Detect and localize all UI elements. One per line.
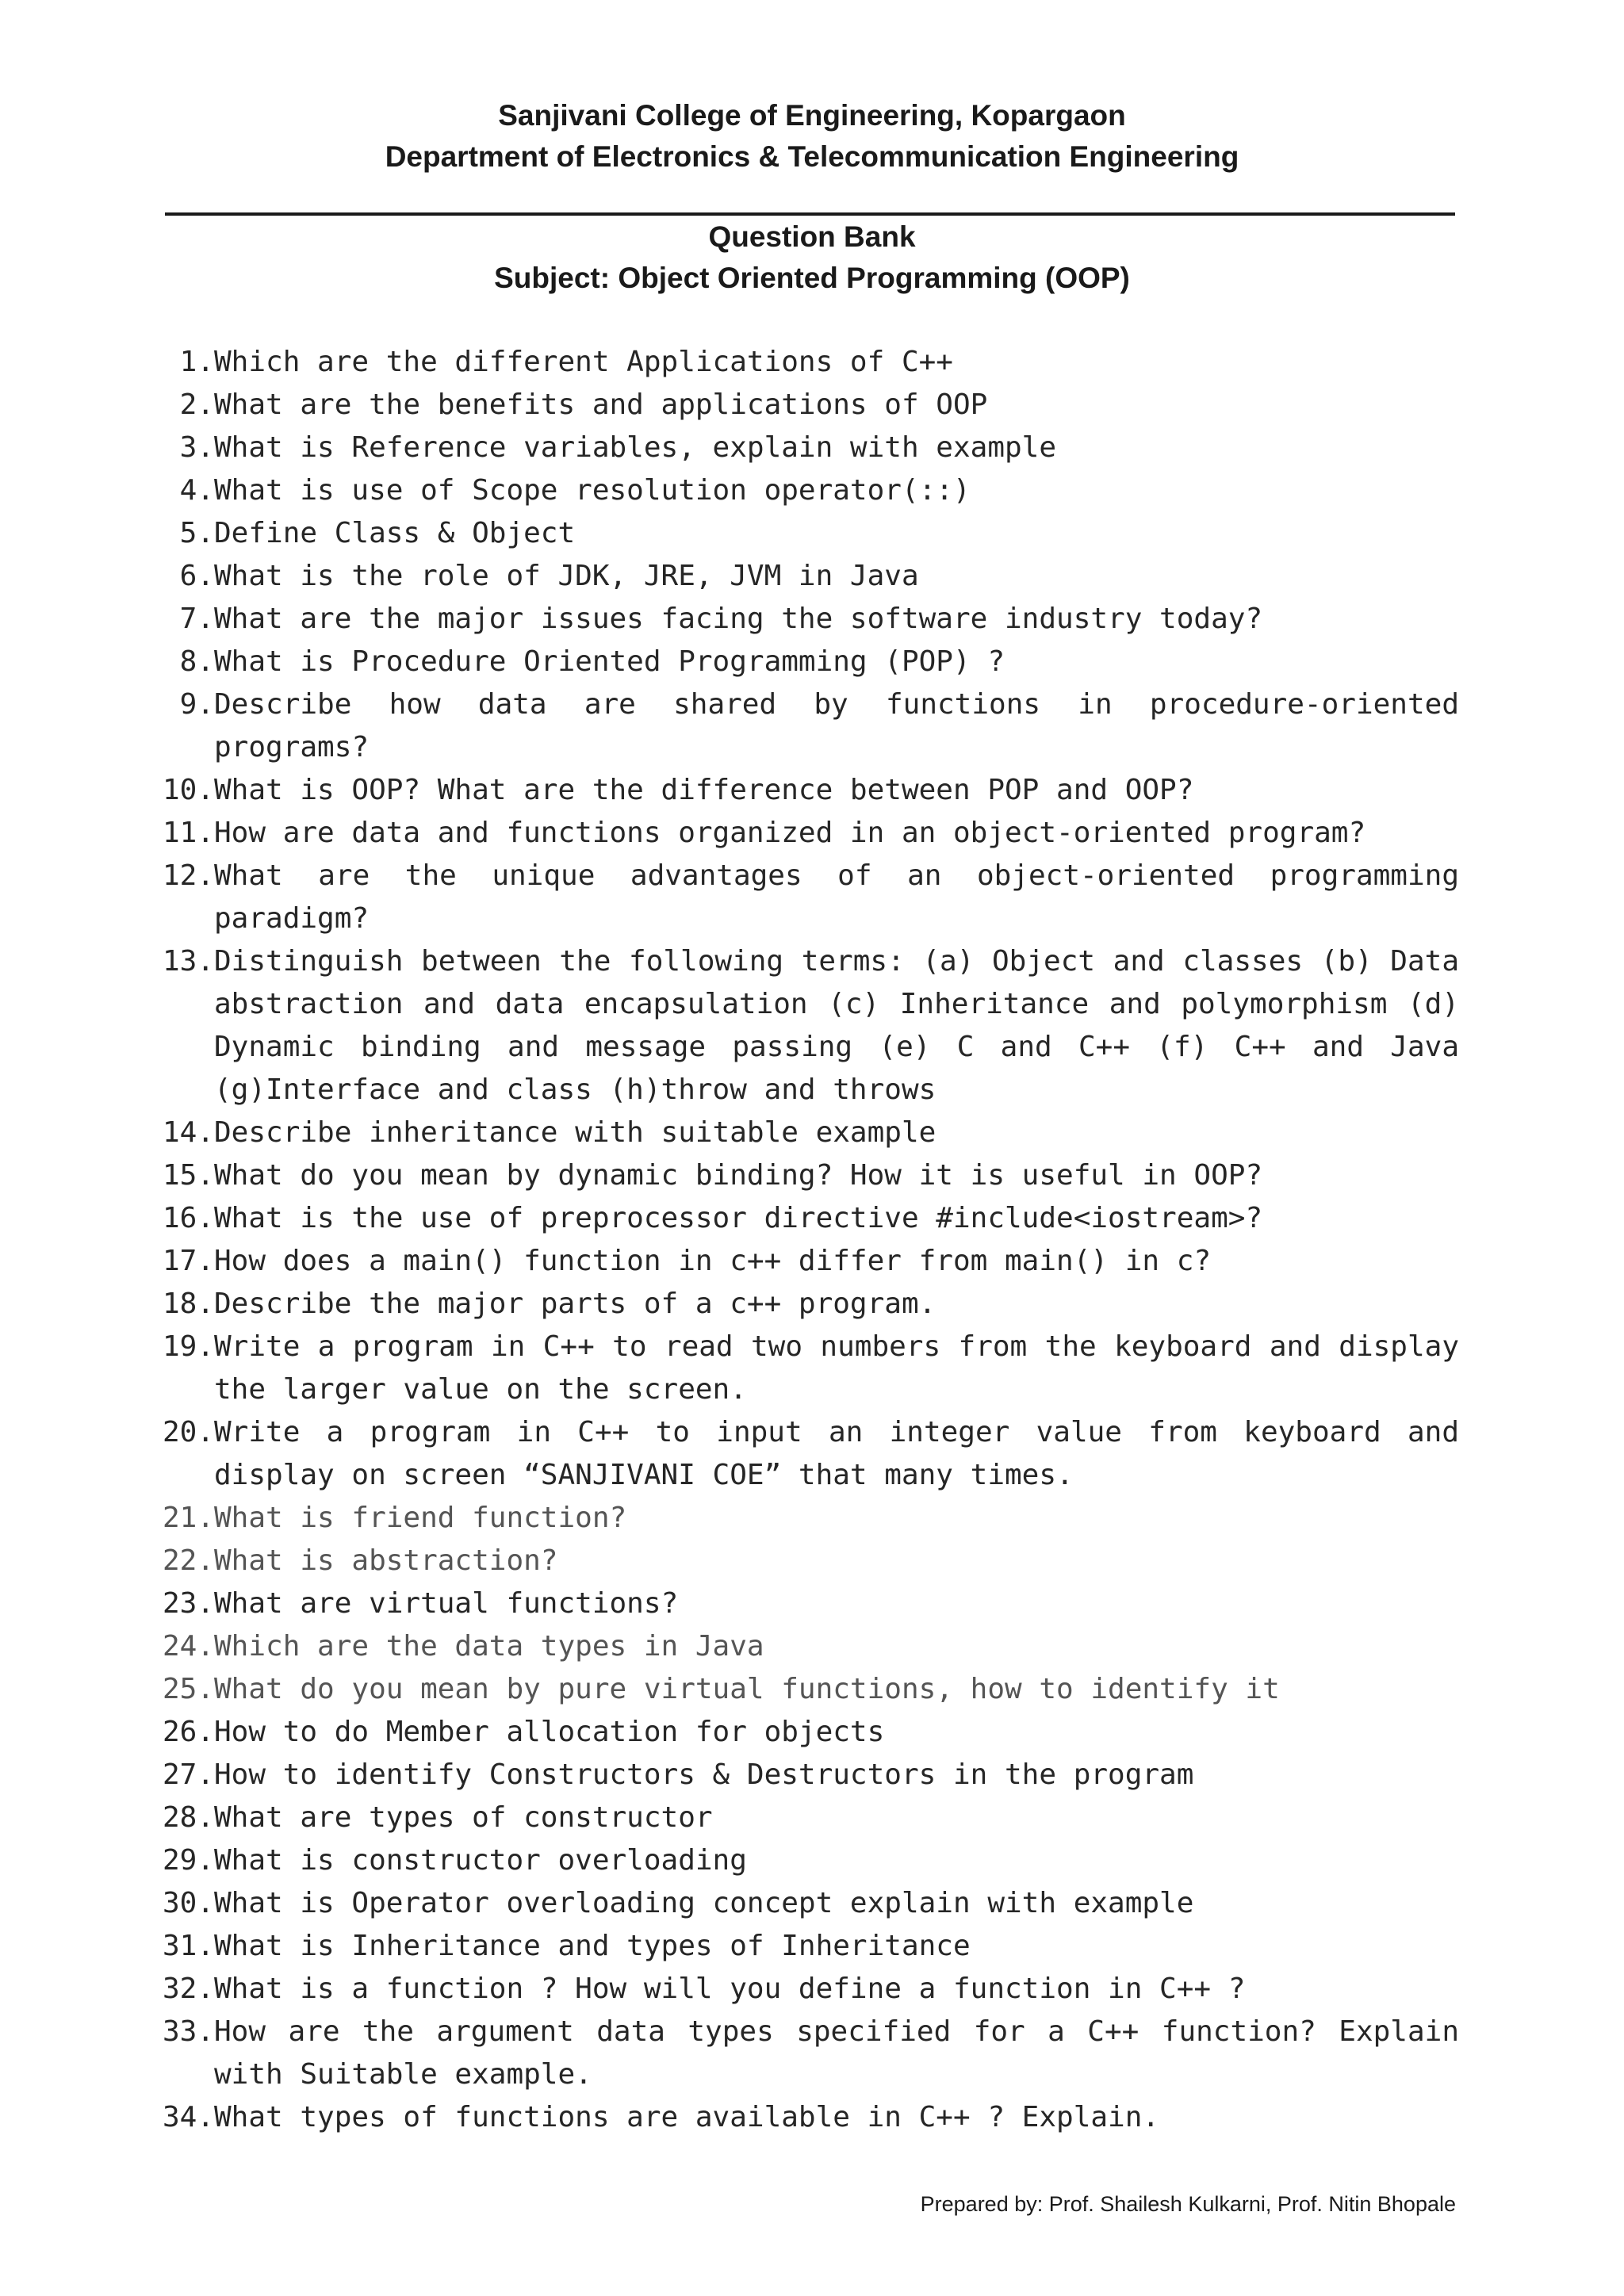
question-number: 6. <box>179 560 214 592</box>
question-list <box>151 341 1459 2139</box>
question-text: What is the role of JDK, JRE, JVM in Java <box>214 560 919 592</box>
header-divider <box>165 212 1455 216</box>
question-text: What types of functions are available in C++ ? Explain. <box>214 2101 1160 2133</box>
question-text: Describe the major parts of a c++ program. <box>214 1288 936 1320</box>
department-name: Department of Electronics & Telecommunication Engineering <box>385 140 1239 173</box>
question-text: What is OOP? What are the difference between POP and OOP? <box>214 774 1194 806</box>
question-text: Distinguish between the following terms: (a) Object and classes (b) Data abstraction and data encapsulation (c) Inheritance and polymorphism (d) Dynamic binding and message passing (e) C and C++ (f) C++ and Java (g)Interface and class (h)throw and throws <box>214 945 1459 1106</box>
question-text: Write a program in C++ to input an integer value from keyboard and display on screen “SANJIVANI COE” that many times. <box>214 1416 1459 1491</box>
question-number: 31. <box>162 1930 214 1962</box>
question-number: 22. <box>162 1544 214 1577</box>
prepared-by: Prepared by: Prof. Shailesh Kulkarni, Prof. Nitin Bhopale <box>920 2192 1456 2216</box>
question-number: 32. <box>162 1973 214 2005</box>
question-item <box>151 598 1459 641</box>
question-item <box>151 641 1459 683</box>
question-number: 11. <box>162 817 214 849</box>
question-item <box>151 1411 1459 1497</box>
question-item <box>151 769 1459 812</box>
question-item <box>151 427 1459 469</box>
question-item <box>151 940 1459 1112</box>
question-item <box>151 1497 1459 1540</box>
college-name: Sanjivani College of Engineering, Kopargaon <box>498 99 1126 132</box>
question-item <box>151 1326 1459 1411</box>
question-item <box>151 555 1459 598</box>
question-number: 13. <box>162 945 214 978</box>
question-item <box>151 1797 1459 1839</box>
question-number: 15. <box>162 1159 214 1192</box>
question-text: Describe how data are shared by functions in procedure-oriented programs? <box>214 688 1459 763</box>
question-item <box>151 1540 1459 1582</box>
question-item <box>151 341 1459 384</box>
question-text: Which are the data types in Java <box>214 1630 764 1663</box>
question-text: What is a function ? How will you define a function in C++ ? <box>214 1973 1246 2005</box>
question-text: How does a main() function in c++ differ from main() in c? <box>214 1245 1212 1277</box>
question-text: What are virtual functions? <box>214 1587 679 1620</box>
question-text: What are types of constructor <box>214 1801 713 1834</box>
question-item <box>151 1240 1459 1283</box>
question-number: 28. <box>162 1801 214 1834</box>
question-item <box>151 2096 1459 2139</box>
question-number: 12. <box>162 859 214 892</box>
question-number: 19. <box>162 1330 214 1363</box>
question-number: 24. <box>162 1630 214 1663</box>
question-number: 1. <box>179 346 214 378</box>
question-text: What is the use of preprocessor directive #include<iostream>? <box>214 1202 1263 1234</box>
question-text: What is constructor overloading <box>214 1844 747 1877</box>
question-text: What is Operator overloading concept explain with example <box>214 1887 1194 1919</box>
question-text: What are the major issues facing the software industry today? <box>214 603 1263 635</box>
question-number: 9. <box>179 688 214 721</box>
question-item <box>151 1625 1459 1668</box>
question-number: 4. <box>179 474 214 507</box>
question-text: What are the unique advantages of an object-oriented programming paradigm? <box>214 859 1459 935</box>
question-item <box>151 1711 1459 1754</box>
question-number: 23. <box>162 1587 214 1620</box>
question-item <box>151 1882 1459 1925</box>
question-item <box>151 683 1459 769</box>
question-item <box>151 1112 1459 1154</box>
question-text: How are data and functions organized in an object-oriented program? <box>214 817 1366 849</box>
question-number: 16. <box>162 1202 214 1234</box>
question-text: Define Class & Object <box>214 517 576 549</box>
question-item <box>151 1754 1459 1797</box>
question-text: How are the argument data types specified for a C++ function? Explain with Suitable example. <box>214 2015 1459 2091</box>
question-number: 2. <box>179 388 214 421</box>
question-item <box>151 1839 1459 1882</box>
question-number: 7. <box>179 603 214 635</box>
question-number: 27. <box>162 1758 214 1791</box>
question-item <box>151 1283 1459 1326</box>
question-item <box>151 855 1459 940</box>
question-number: 34. <box>162 2101 214 2133</box>
question-item <box>151 469 1459 512</box>
question-text: What do you mean by pure virtual functions, how to identify it <box>214 1673 1280 1705</box>
question-number: 26. <box>162 1716 214 1748</box>
question-number: 14. <box>162 1116 214 1149</box>
question-item <box>151 512 1459 555</box>
question-number: 21. <box>162 1502 214 1534</box>
question-number: 20. <box>162 1416 214 1448</box>
question-item <box>151 1925 1459 1968</box>
question-number: 10. <box>162 774 214 806</box>
question-number: 33. <box>162 2015 214 2048</box>
document-header <box>0 95 1624 178</box>
question-number: 3. <box>179 431 214 464</box>
question-number: 25. <box>162 1673 214 1705</box>
document-type: Question Bank <box>708 220 916 253</box>
question-text: How to do Member allocation for objects <box>214 1716 885 1748</box>
question-text: What is abstraction? <box>214 1544 558 1577</box>
question-number: 18. <box>162 1288 214 1320</box>
question-text: Describe inheritance with suitable example <box>214 1116 936 1149</box>
question-number: 8. <box>179 645 214 678</box>
question-item <box>151 1668 1459 1711</box>
question-text: What are the benefits and applications of OOP <box>214 388 988 421</box>
question-text: What is Reference variables, explain with example <box>214 431 1057 464</box>
subject-title: Subject: Object Oriented Programming (OOP) <box>494 262 1130 294</box>
question-text: Write a program in C++ to read two numbers from the keyboard and display the larger value on the screen. <box>214 1330 1459 1406</box>
question-number: 29. <box>162 1844 214 1877</box>
document-title-block <box>0 216 1624 299</box>
question-item <box>151 1154 1459 1197</box>
question-text: What is Procedure Oriented Programming (POP) ? <box>214 645 1005 678</box>
question-text: Which are the different Applications of C++ <box>214 346 953 378</box>
question-text: What is use of Scope resolution operator(::) <box>214 474 971 507</box>
question-number: 30. <box>162 1887 214 1919</box>
question-item <box>151 2011 1459 2096</box>
question-text: What do you mean by dynamic binding? How it is useful in OOP? <box>214 1159 1263 1192</box>
question-item <box>151 812 1459 855</box>
question-number: 17. <box>162 1245 214 1277</box>
question-number: 5. <box>179 517 214 549</box>
question-text: What is Inheritance and types of Inheritance <box>214 1930 971 1962</box>
question-item <box>151 1582 1459 1625</box>
question-text: How to identify Constructors & Destructors in the program <box>214 1758 1194 1791</box>
question-item <box>151 1197 1459 1240</box>
question-item <box>151 384 1459 427</box>
question-item <box>151 1968 1459 2011</box>
question-text: What is friend function? <box>214 1502 627 1534</box>
